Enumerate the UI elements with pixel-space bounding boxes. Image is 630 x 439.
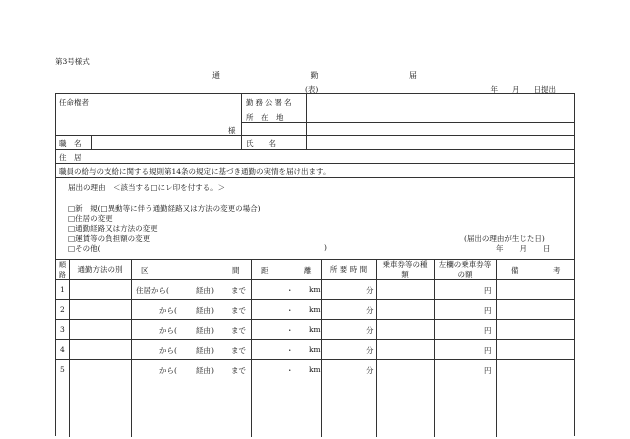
row-dot: ・ [286,366,294,375]
title-char: 届 [409,71,417,80]
name-field[interactable] [309,136,571,148]
row-via: 経由) [196,306,214,315]
row-km: km [309,285,321,294]
row-via: 経由) [196,286,214,295]
year-label: 年 [496,244,504,253]
row-yen: 円 [484,366,492,375]
row-number: 1 [60,285,65,294]
name-label: 氏 名 [246,139,276,148]
declaration-text: 職員の給与の支給に関する規則第14条の規定に基づき通勤の実情を届け出ます。 [59,167,331,176]
reason-option-other[interactable]: □その他( [68,244,101,253]
row-until: まで [231,306,246,315]
month-label: 月 [512,85,520,94]
office-name-label: 勤務公署名 [246,98,294,107]
appointer-label: 任命権者 [59,98,89,107]
table-row [56,343,576,359]
year-label: 年 [490,85,498,94]
row-min: 分 [366,306,374,315]
row-yen: 円 [484,286,492,295]
row-km: km [309,325,321,334]
row-yen: 円 [484,306,492,315]
day-label: 日 [543,244,551,253]
position-label: 職 名 [59,139,82,148]
position-field[interactable] [94,136,239,148]
divider [306,94,307,149]
row-dot: ・ [286,326,294,335]
other-close-paren: ) [324,243,327,252]
table-row [56,323,576,339]
row-from: から( [159,326,177,335]
row-number: 3 [60,325,65,334]
row-number: 4 [60,345,65,354]
header-section-start: 区 [141,266,149,275]
divider [241,94,242,149]
row-km: km [309,345,321,354]
row-from: から( [159,366,177,375]
location-label: 所 在 地 [246,113,284,122]
title-char: 勤 [310,71,319,80]
form-subtitle: (表) [305,85,319,94]
header-remarks-end: 考 [553,266,561,275]
reason-option-address[interactable]: □住居の変更 [68,214,113,223]
date-occurred [496,243,551,254]
table-row [56,363,576,379]
row-number: 5 [60,365,65,374]
header-distance-start: 距 [261,266,269,275]
header-section-end: 間 [232,266,240,275]
address-label: 住 居 [59,153,82,162]
header-ticket-amount: 左欄の乗車券等の額 [438,260,492,279]
row-km: km [309,365,321,374]
reason-option-fare[interactable]: □運賃等の負担額の変更 [68,234,151,243]
reason-heading: 届出の理由 ＜該当する□にレ印を付する。＞ [68,183,226,192]
row-dot: ・ [286,306,294,315]
header-time: 所 要 時 間 [329,265,368,274]
row-min: 分 [366,326,374,335]
row-via: 経由) [196,366,214,375]
header-method: 通勤方法の別 [77,265,123,274]
header-remarks-start: 備 [511,266,519,275]
row-until: まで [231,326,246,335]
header-distance-end: 離 [304,266,312,275]
divider [56,177,574,178]
form-title [212,70,417,81]
title-char: 通 [212,71,220,80]
table-row [56,303,576,319]
date-occurred-label: (届出の理由が生じた日) [464,234,545,243]
row-until: まで [231,366,246,375]
row-from: から( [159,306,177,315]
row-via: 経由) [196,326,214,335]
row-until: まで [231,346,246,355]
row-min: 分 [366,346,374,355]
row-from: から( [159,346,177,355]
sama-label: 様 [228,126,236,135]
row-number: 2 [60,305,65,314]
row-yen: 円 [484,346,492,355]
form-frame [55,93,575,436]
reason-option-new[interactable]: □新 規(□異動等に伴う通勤経路又は方法の変更の場合) [68,204,261,213]
day-submitted-label: 日提出 [533,85,556,94]
header-ticket-kind: 乗車券等の種類 [382,260,428,279]
header-order: 順路 [59,261,66,279]
divider [56,163,574,164]
row-min: 分 [366,366,374,375]
address-field[interactable] [96,150,571,162]
form-id: 第3号様式 [55,57,90,66]
row-dot: ・ [286,286,294,295]
divider [91,135,92,149]
month-label: 月 [519,244,527,253]
row-km: km [309,305,321,314]
row-until: まで [231,286,246,295]
reason-option-route[interactable]: □通勤経路又は方法の変更 [68,224,158,233]
divider [241,122,574,123]
row-dot: ・ [286,346,294,355]
row-min: 分 [366,286,374,295]
row-from: 住居から( [136,286,169,295]
row-via: 経由) [196,346,214,355]
row-yen: 円 [484,326,492,335]
table-row [56,283,576,299]
